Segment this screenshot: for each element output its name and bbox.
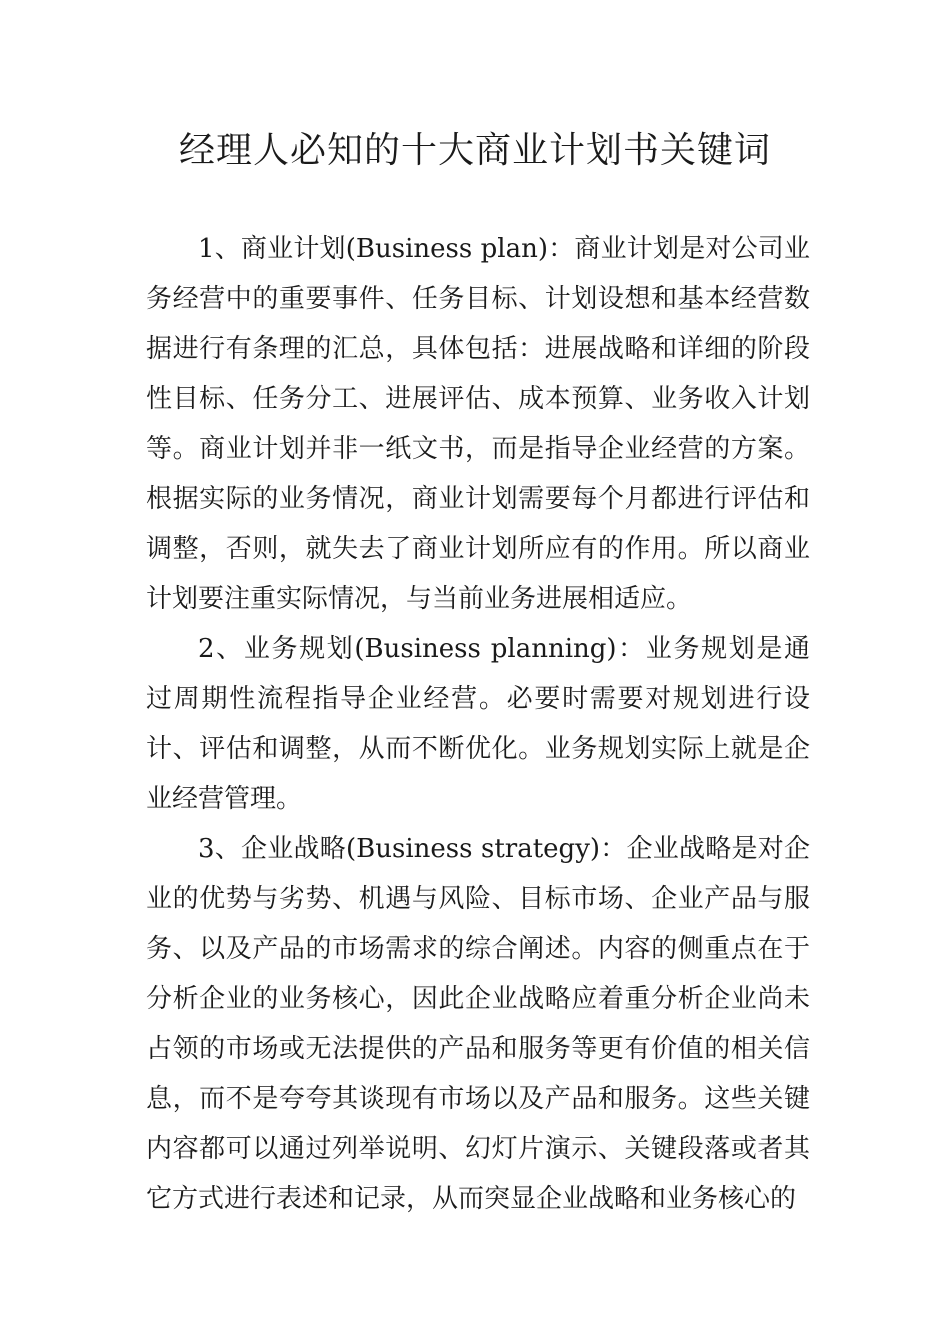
document-body <box>146 224 810 1224</box>
paragraph-business-planning: 2、业务规划(Business planning)：业务规划是通过周期性流程指导企业经营。必要时需要对规划进行设计、评估和调整，从而不断优化。业务规划实际上就是企业经营管理。 <box>146 634 810 814</box>
paragraph-business-strategy: 3、企业战略(Business strategy)：企业战略是对企业的优势与劣势、机遇与风险、目标市场、企业产品与服务、以及产品的市场需求的综合阐述。内容的侧重点在于分析企业的业务核心，因此企业战略应着重分析企业尚未占领的市场或无法提供的产品和服务等更有价值的相关信息，而不是夸夸其谈现有市场以及产品和服务。这些关键内容都可以通过列举说明、幻灯片演示、关键段落或者其它方式进行表述和记录，从而突显企业战略和业务核心的 <box>146 834 810 1214</box>
document-title: 经理人必知的十大商业计划书关键词 <box>178 130 771 171</box>
paragraph-business-plan: 1、商业计划(Business plan)：商业计划是对公司业务经营中的重要事件、任务目标、计划设想和基本经营数据进行有条理的汇总，具体包括：进展战略和详细的阶段性目标、任务分工、进展评估、成本预算、业务收入计划等。商业计划并非一纸文书，而是指导企业经营的方案。根据实际的业务情况，商业计划需要每个月都进行评估和调整，否则，就失去了商业计划所应有的作用。所以商业计划要注重实际情况，与当前业务进展相适应。 <box>146 234 810 614</box>
